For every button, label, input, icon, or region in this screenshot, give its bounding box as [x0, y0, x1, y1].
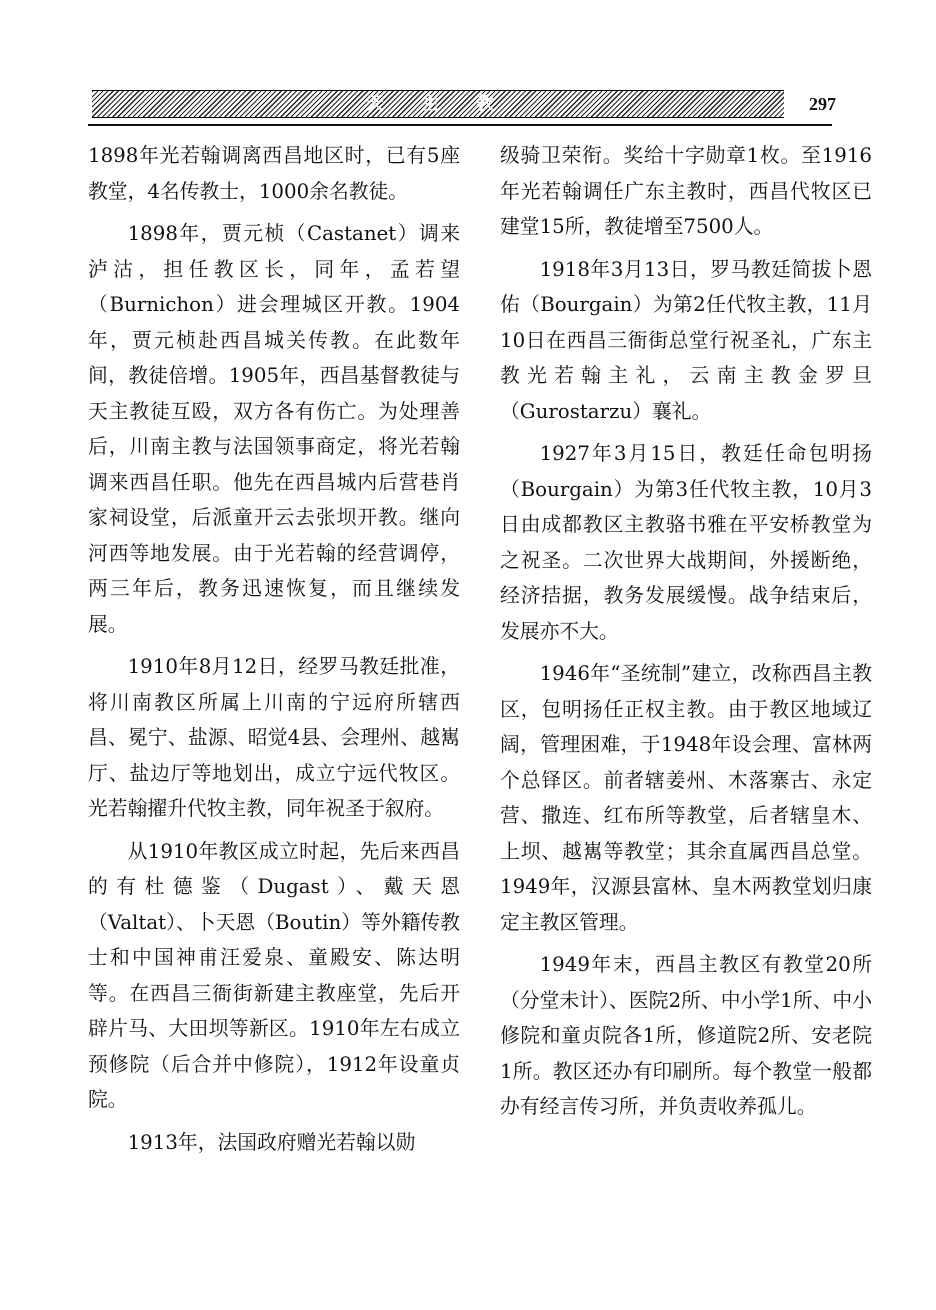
paragraph: 1946年“圣统制”建立，改称西昌主教区，包明扬任正权主教。由于教区地域辽阔，管理困难，于1948年设会理、富林两个总铎区。前者辖姜州、木落寨古、永定营、撒连、红布所等教堂，后者辖皇木、上坝、越嶲等教堂；其余直属西昌总堂。1949年，汉源县富林、皇木两教堂划归康定主教区管理。 [500, 662, 872, 934]
right-column [500, 138, 872, 1132]
header-rule [88, 124, 832, 126]
paragraph: 1949年末，西昌主教区有教堂20所（分堂未计）、医院2所、中小学1所、中小修院和童贞院各1所，修道院2所、安老院1所。教区还办有印刷所。每个教堂一般都办有经言传习所，并负责收养孤儿。 [500, 953, 872, 1118]
paragraph: 1910年8月12日，经罗马教廷批准，将川南教区所属上川南的宁远府所辖西昌、冕宁、盐源、昭觉4县、会理州、越嶲厅、盐边厅等地划出，成立宁远代牧区。光若翰擢升代牧主教，同年祝圣于叙府。 [88, 655, 460, 820]
paragraph: 从1910年教区成立时起，先后来西昌的有杜德鉴（Dugast）、戴天恩（Valtat）、卜天恩（Boutin）等外籍传教士和中国神甫汪爱泉、童殿安、陈达明等。在西昌三衙街新建主教座堂，先后开辟片马、大田坝等新区。1910年左右成立预修院（后合并中修院），1912年设童贞院。 [88, 839, 460, 1111]
paragraph: 级骑卫荣衔。奖给十字勋章1枚。至1916年光若翰调任广东主教时，西昌代牧区已建堂15所，教徒增至7500人。 [500, 144, 872, 238]
paragraph: 1898年，贾元桢（Castanet）调来泸沽，担任教区长，同年，孟若望（Burnichon）进会理城区开教。1904年，贾元桢赴西昌城关传教。在此数年间，教徒倍增。1905年，西昌基督教徒与天主教徒互殴，双方各有伤亡。为处理善后，川南主教与法国领事商定，将光若翰调来西昌任职。他先在西昌城内后营巷肖家祠设堂，后派童开云去张坝开教。继向河西等地发展。由于光若翰的经营调停，两三年后，教务迅速恢复，而且继续发展。 [88, 222, 460, 636]
page-number: 297 [809, 94, 836, 114]
left-column [88, 138, 460, 1167]
paragraph: 1898年光若翰调离西昌地区时，已有5座教堂，4名传教士，1000余名教徒。 [88, 144, 460, 203]
paragraph: 1918年3月13日，罗马教廷简拔卜恩佑（Bourgain）为第2任代牧主教，11月10日在西昌三衙街总堂行祝圣礼，广东主教光若翰主礼，云南主教金罗旦（Gurostarzu）襄礼。 [500, 257, 872, 423]
paragraph: 1913年，法国政府赠光若翰以勋 [127, 1130, 416, 1154]
running-header-title: 天 主 教 [366, 94, 510, 114]
paragraph: 1927年3月15日，教廷任命包明扬（Bourgain）为第3任代牧主教，10月3日由成都教区主教骆书雅在平安桥教堂为之祝圣。二次世界大战期间，外援断绝，经济拮据，教务发展缓慢。战争结束后，发展亦不大。 [500, 442, 872, 643]
header-band [92, 90, 784, 118]
